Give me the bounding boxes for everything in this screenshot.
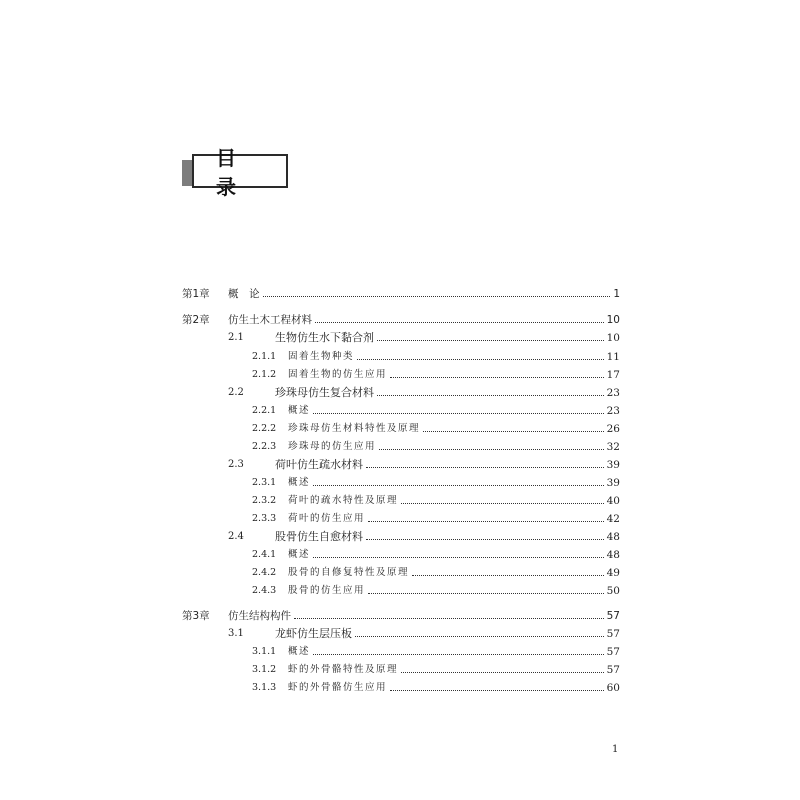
entry-title: 荷叶的疏水特性及原理 bbox=[288, 495, 399, 506]
entry-page-number: 23 bbox=[606, 387, 620, 399]
entry-number: 2.4.3 bbox=[252, 585, 277, 596]
entry-title: 生物仿生水下黏合剂 bbox=[275, 331, 374, 344]
entry-title: 龙虾仿生层压板 bbox=[275, 627, 352, 640]
entry-page-number: 17 bbox=[606, 369, 620, 381]
sub-entry[interactable] bbox=[182, 565, 620, 581]
entry-title: 仿生结构构件 bbox=[228, 610, 291, 622]
dot-leader bbox=[401, 671, 604, 673]
entry-page-number: 40 bbox=[606, 495, 620, 507]
entry-title: 荷叶的仿生应用 bbox=[288, 513, 366, 524]
entry-page-number: 48 bbox=[606, 531, 620, 543]
entry-title: 股骨的自修复特性及原理 bbox=[288, 567, 410, 578]
entry-page-number: 57 bbox=[606, 664, 620, 676]
sub-entry[interactable] bbox=[182, 403, 620, 419]
dot-leader bbox=[368, 520, 604, 522]
section-entry[interactable] bbox=[182, 385, 620, 401]
chapter-entry[interactable] bbox=[182, 312, 620, 328]
entry-title: 珍珠母仿生材料特性及原理 bbox=[288, 423, 421, 434]
dot-leader bbox=[368, 592, 604, 594]
sub-entry[interactable] bbox=[182, 583, 620, 599]
entry-number: 2.4.2 bbox=[252, 567, 277, 578]
section-entry[interactable] bbox=[182, 529, 620, 545]
entry-number: 第1章 bbox=[182, 288, 210, 300]
entry-page-number: 23 bbox=[606, 405, 620, 417]
entry-number: 3.1.1 bbox=[252, 646, 277, 657]
entry-number: 2.3.1 bbox=[252, 477, 277, 488]
sub-entry[interactable] bbox=[182, 367, 620, 383]
entry-number: 2.4 bbox=[228, 531, 244, 542]
entry-title: 概述 bbox=[288, 477, 311, 488]
section-entry[interactable] bbox=[182, 330, 620, 346]
entry-number: 第2章 bbox=[182, 314, 210, 326]
chapter-entry[interactable] bbox=[182, 286, 620, 302]
dot-leader bbox=[313, 412, 604, 414]
entry-title: 股骨的仿生应用 bbox=[288, 585, 366, 596]
entry-page-number: 26 bbox=[606, 423, 620, 435]
entry-page-number: 10 bbox=[606, 314, 620, 326]
entry-page-number: 32 bbox=[606, 441, 620, 453]
entry-page-number: 39 bbox=[606, 477, 620, 489]
entry-number: 2.1.1 bbox=[252, 351, 277, 362]
entry-number: 第3章 bbox=[182, 610, 210, 622]
entry-number: 2.2.3 bbox=[252, 441, 277, 452]
entry-page-number: 48 bbox=[606, 549, 620, 561]
entry-page-number: 57 bbox=[606, 628, 620, 640]
entry-title: 虾的外骨骼仿生应用 bbox=[288, 682, 388, 693]
dot-leader bbox=[355, 635, 604, 637]
entry-title: 仿生土木工程材料 bbox=[228, 314, 312, 326]
dot-leader bbox=[390, 689, 604, 691]
entry-number: 2.2.2 bbox=[252, 423, 277, 434]
entry-title: 固着生物种类 bbox=[288, 351, 355, 362]
entry-number: 2.2 bbox=[228, 387, 244, 398]
sub-entry[interactable] bbox=[182, 439, 620, 455]
entry-number: 3.1.3 bbox=[252, 682, 277, 693]
dot-leader bbox=[412, 574, 604, 576]
entry-title: 固着生物的仿生应用 bbox=[288, 369, 388, 380]
dot-leader bbox=[379, 448, 604, 450]
entry-title: 概述 bbox=[288, 405, 311, 416]
sub-entry[interactable] bbox=[182, 547, 620, 563]
entry-number: 2.1.2 bbox=[252, 369, 277, 380]
section-entry[interactable] bbox=[182, 626, 620, 642]
dot-leader bbox=[315, 321, 604, 323]
sub-entry[interactable] bbox=[182, 493, 620, 509]
dot-leader bbox=[366, 466, 604, 468]
entry-title: 荷叶仿生疏水材料 bbox=[275, 458, 363, 471]
entry-title: 概 论 bbox=[228, 288, 260, 300]
dot-leader bbox=[313, 484, 604, 486]
footer-page-number: 1 bbox=[612, 744, 619, 755]
dot-leader bbox=[313, 653, 604, 655]
dot-leader bbox=[377, 394, 604, 396]
sub-entry[interactable] bbox=[182, 680, 620, 696]
sub-entry[interactable] bbox=[182, 421, 620, 437]
dot-leader bbox=[423, 430, 604, 432]
entry-page-number: 50 bbox=[606, 585, 620, 597]
entry-page-number: 49 bbox=[606, 567, 620, 579]
entry-number: 2.3 bbox=[228, 459, 244, 470]
dot-leader bbox=[263, 295, 611, 297]
entry-title: 股骨仿生自愈材料 bbox=[275, 530, 363, 543]
entry-number: 3.1 bbox=[228, 628, 244, 639]
sub-entry[interactable] bbox=[182, 662, 620, 678]
sub-entry[interactable] bbox=[182, 644, 620, 660]
entry-title: 珍珠母的仿生应用 bbox=[288, 441, 377, 452]
entry-number: 2.1 bbox=[228, 332, 244, 343]
entry-page-number: 39 bbox=[606, 459, 620, 471]
sub-entry[interactable] bbox=[182, 511, 620, 527]
section-entry[interactable] bbox=[182, 457, 620, 473]
sub-entry[interactable] bbox=[182, 475, 620, 491]
dot-leader bbox=[390, 376, 604, 378]
entry-page-number: 1 bbox=[613, 288, 620, 300]
dot-leader bbox=[294, 617, 604, 619]
entry-number: 2.2.1 bbox=[252, 405, 277, 416]
entry-page-number: 57 bbox=[606, 646, 620, 658]
entry-page-number: 57 bbox=[606, 610, 620, 622]
entry-title: 概述 bbox=[288, 549, 311, 560]
dot-leader bbox=[357, 358, 604, 360]
entry-page-number: 42 bbox=[606, 513, 620, 525]
dot-leader bbox=[377, 339, 604, 341]
sub-entry[interactable] bbox=[182, 349, 620, 365]
entry-page-number: 60 bbox=[606, 682, 620, 694]
entry-title: 虾的外骨骼特性及原理 bbox=[288, 664, 399, 675]
entry-number: 2.4.1 bbox=[252, 549, 277, 560]
dot-leader bbox=[366, 538, 604, 540]
dot-leader bbox=[313, 556, 604, 558]
entry-number: 3.1.2 bbox=[252, 664, 277, 675]
entry-page-number: 10 bbox=[606, 332, 620, 344]
entry-number: 2.3.2 bbox=[252, 495, 277, 506]
entry-title: 珍珠母仿生复合材料 bbox=[275, 386, 374, 399]
page-title: 目 录 bbox=[192, 154, 288, 188]
entry-title: 概述 bbox=[288, 646, 311, 657]
chapter-entry[interactable] bbox=[182, 608, 620, 624]
entry-number: 2.3.3 bbox=[252, 513, 277, 524]
dot-leader bbox=[401, 502, 604, 504]
entry-page-number: 11 bbox=[606, 351, 620, 363]
